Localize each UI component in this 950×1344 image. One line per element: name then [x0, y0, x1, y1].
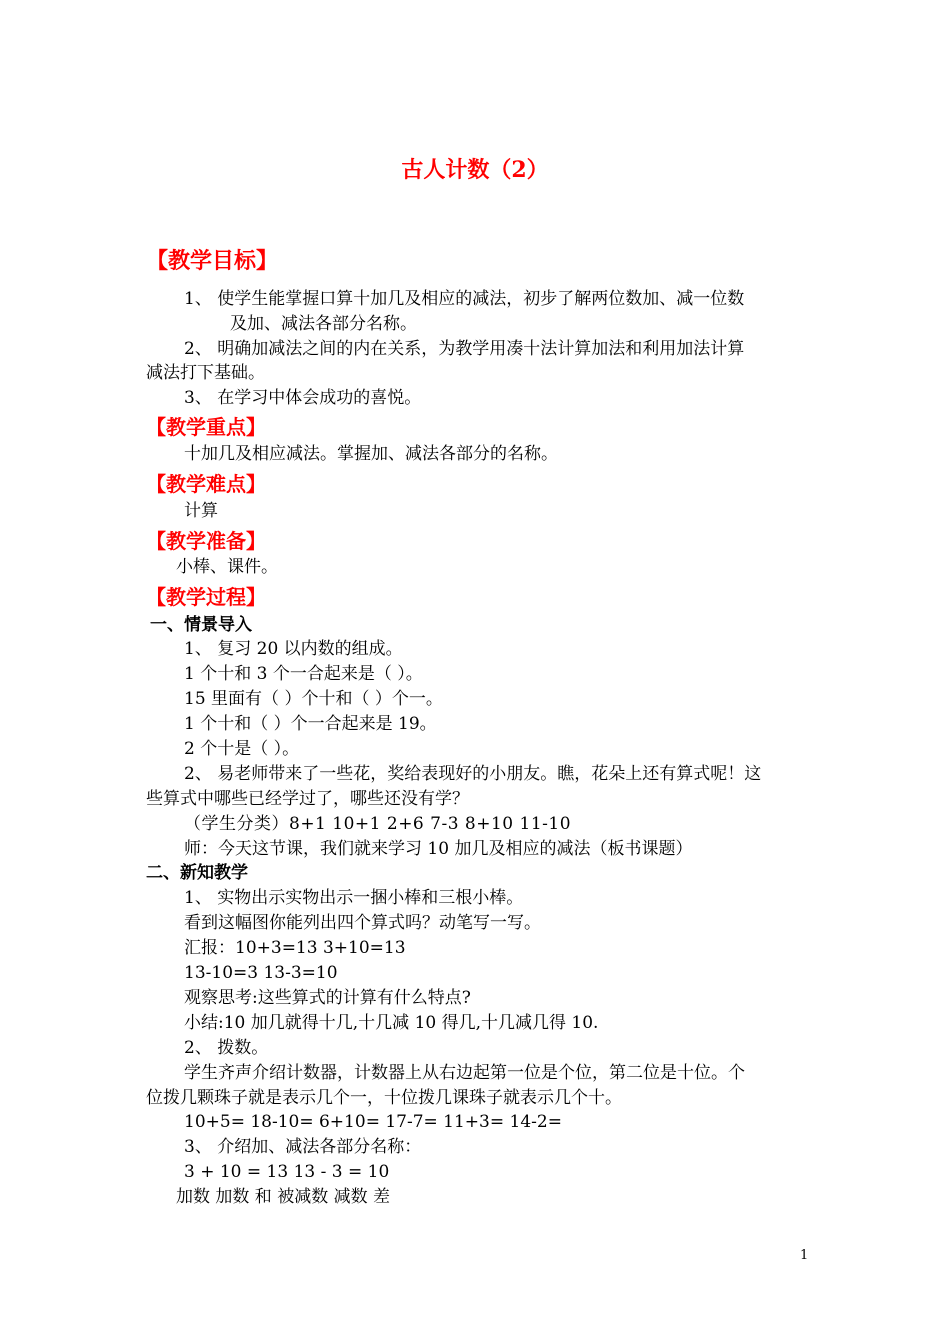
part1-line-8: （学生分类）8+1 10+1 2+6 7-3 8+10 11-10 [184, 814, 572, 834]
part2-line-9: 位拨几颗珠子就是表示几个一，十位拨几课珠子就表示几个十。 [146, 1088, 622, 1108]
preparation-text: 小棒、课件。 [176, 557, 278, 577]
section-heading-objectives: 【教学目标】 [146, 248, 279, 274]
part2-line-4: 13-10=3 13-3=10 [184, 963, 338, 983]
part2-line-8: 学生齐声介绍计数器，计数器上从右边起第一位是个位，第二位是十位。个 [184, 1063, 745, 1083]
part2-line-6: 小结:10 加几就得十几,十几减 10 得几,十几减几得 10. [184, 1013, 599, 1033]
section-heading-difficulties: 【教学难点】 [146, 472, 266, 496]
part1-line-2: 1 个十和 3 个一合起来是（ ）。 [184, 664, 423, 684]
part1-line-1: 1、 复习 20 以内数的组成。 [184, 639, 403, 659]
part1-line-7: 些算式中哪些已经学过了，哪些还没有学？ [146, 789, 469, 809]
objective-item-3: 3、 在学习中体会成功的喜悦。 [184, 388, 422, 408]
objective-item-2-line-1: 2、 明确加减法之间的内在关系，为教学用凑十法计算加法和利用加法计算 [184, 339, 745, 359]
difficulties-text: 计算 [184, 501, 218, 521]
section-heading-preparation: 【教学准备】 [146, 529, 266, 553]
document-title: 古人计数（2） [401, 157, 549, 183]
part2-line-11: 3、 介绍加、减法各部分名称： [184, 1137, 422, 1157]
part1-heading: 一、情景导入 [150, 615, 252, 635]
part2-line-3: 汇报：10+3=13 3+10=13 [184, 938, 406, 958]
part2-line-2: 看到这幅图你能列出四个算式吗？动笔写一写。 [184, 913, 541, 933]
objective-item-2-line-2: 减法打下基础。 [146, 363, 265, 383]
key-points-text: 十加几及相应减法。掌握加、减法各部分的名称。 [184, 444, 558, 464]
page-number: 1 [800, 1248, 809, 1263]
part1-line-4: 1 个十和（ ）个一合起来是 19。 [184, 714, 437, 734]
objective-item-1-line-2: 及加、减法各部分名称。 [230, 314, 417, 334]
part2-line-1: 1、 实物出示实物出示一捆小棒和三根小棒。 [184, 888, 524, 908]
part2-line-13: 加数 加数 和 被减数 减数 差 [176, 1187, 391, 1207]
part2-line-5: 观察思考:这些算式的计算有什么特点? [184, 988, 471, 1008]
part1-line-3: 15 里面有（ ）个十和（ ）个一。 [184, 689, 443, 709]
part2-line-12: 3 + 10 = 13 13 - 3 = 10 [184, 1162, 390, 1182]
section-heading-process: 【教学过程】 [146, 585, 266, 609]
part2-line-10: 10+5= 18-10= 6+10= 17-7= 11+3= 14-2= [184, 1112, 562, 1132]
section-heading-key-points: 【教学重点】 [146, 415, 266, 439]
part1-line-5: 2 个十是（ ）。 [184, 739, 300, 759]
objective-item-1-line-1: 1、 使学生能掌握口算十加几及相应的减法，初步了解两位数加、减一位数 [184, 289, 745, 309]
part2-line-7: 2、 拨数。 [184, 1038, 269, 1058]
part2-heading: 二、新知教学 [146, 863, 248, 883]
part1-line-9: 师：今天这节课，我们就来学习 10 加几及相应的减法（板书课题） [184, 839, 693, 859]
part1-line-6: 2、 易老师带来了一些花，奖给表现好的小朋友。瞧，花朵上还有算式呢！这 [184, 764, 762, 784]
